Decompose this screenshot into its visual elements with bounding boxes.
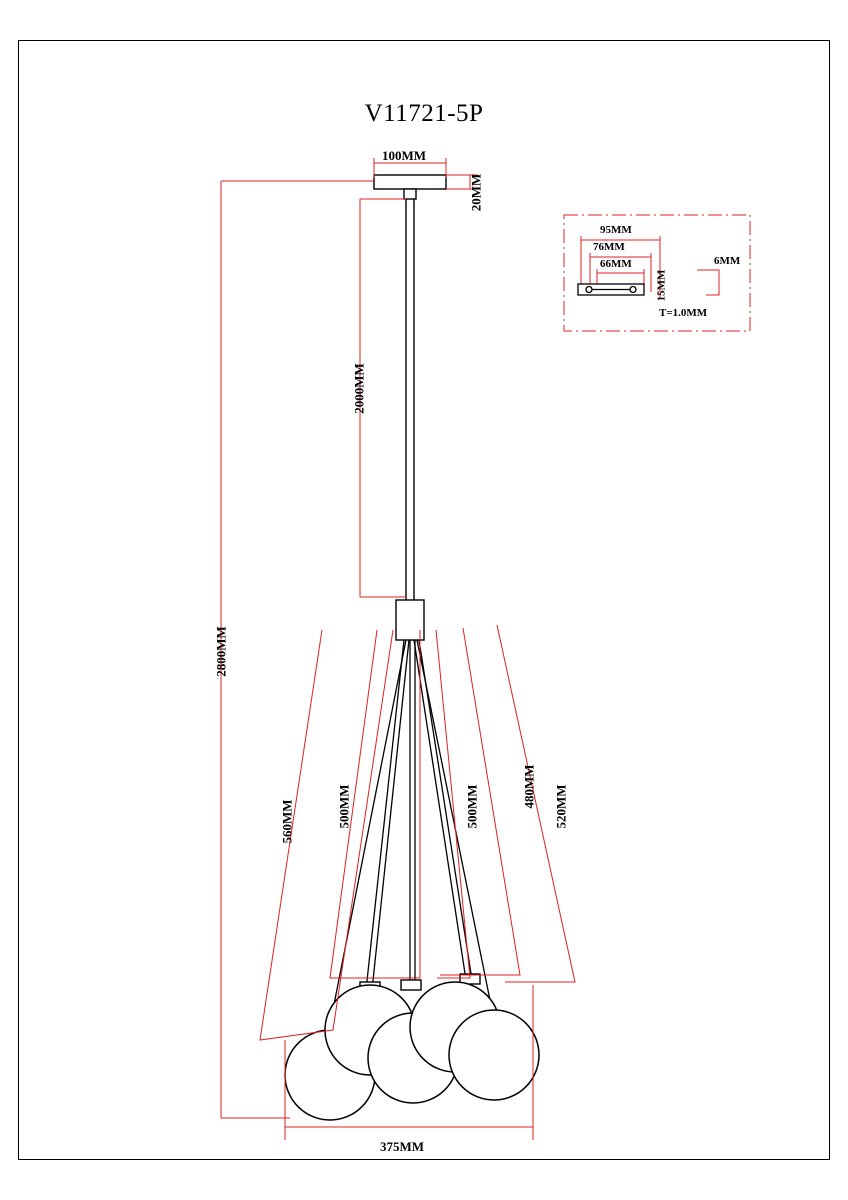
cord-5 bbox=[417, 640, 492, 1010]
page-title: V11721-5P bbox=[364, 100, 484, 127]
holder-center bbox=[401, 980, 421, 990]
cord-1b bbox=[372, 640, 409, 990]
dim-label-canopy-width: 100MM bbox=[382, 148, 427, 163]
dim-label-cord-length: 2000MM bbox=[351, 363, 367, 414]
detail-label-76: 76MM bbox=[593, 241, 625, 253]
canopy-cap bbox=[404, 189, 416, 199]
dim-label-spread-width: 375MM bbox=[380, 1139, 425, 1154]
detail-label-66: 66MM bbox=[600, 258, 632, 270]
globe-outer-right bbox=[449, 1010, 539, 1100]
dim-label-drop-480: 480MM bbox=[521, 764, 537, 809]
dim-label-total-drop: 2800MM bbox=[213, 626, 229, 677]
detail-6-bracket bbox=[697, 270, 719, 295]
detail-part bbox=[578, 284, 644, 295]
dim-500-right-box bbox=[440, 628, 520, 975]
detail-label-95: 95MM bbox=[600, 224, 632, 236]
dim-label-drop-500-right: 500MM bbox=[464, 784, 480, 829]
canopy bbox=[374, 175, 446, 189]
detail-label-thickness: T=1.0MM bbox=[659, 307, 708, 319]
detail-label-15: 15MM bbox=[655, 269, 668, 302]
dim-label-drop-560: 560MM bbox=[279, 799, 295, 844]
dim-label-drop-500-left: 500MM bbox=[336, 784, 352, 829]
glass-globes bbox=[285, 982, 539, 1120]
detail-hole-left bbox=[586, 287, 592, 293]
dimension-lines bbox=[221, 158, 750, 1140]
cord-4 bbox=[414, 640, 466, 980]
dim-label-drop-520: 520MM bbox=[553, 784, 569, 829]
detail-label-6: 6MM bbox=[714, 255, 741, 267]
dim-label-canopy-height: 20MM bbox=[468, 173, 484, 212]
detail-hole-right bbox=[630, 287, 636, 293]
